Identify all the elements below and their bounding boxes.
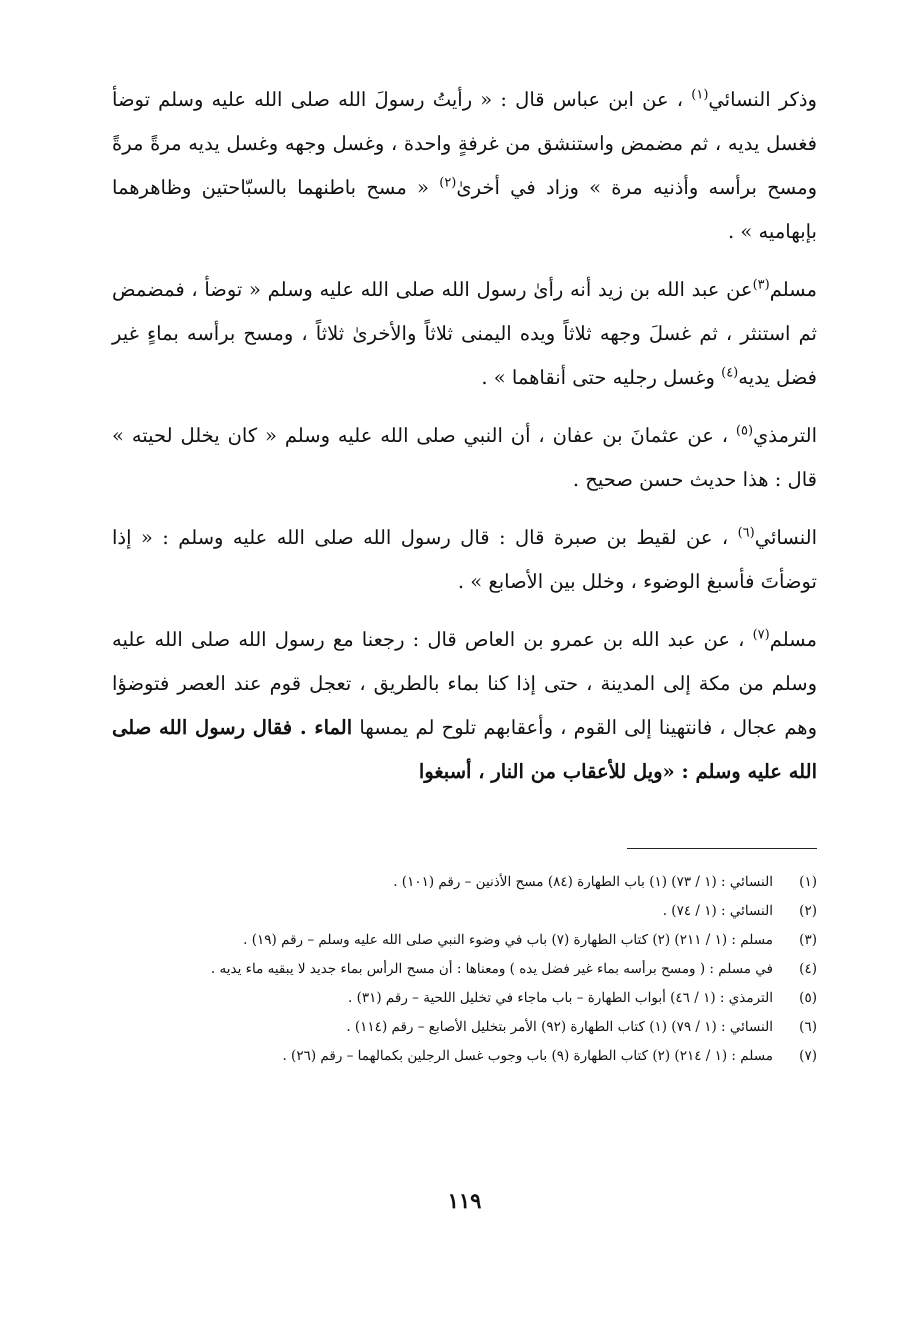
paragraph-5-bold-tail: الماء . فقال رسول الله صلى الله عليه وسلم : «ويل للأعقاب من النار ، أسبغوا [112, 716, 817, 783]
footnote-ref-5: (٥) [735, 423, 754, 439]
footnote-text: النسائي : (١ / ٧٤) . [662, 903, 773, 919]
paragraph-5-lead: مسلم [769, 628, 817, 651]
paragraph-3-text: ، عن عثمانَ بن عفان ، أن النبي صلى الله عليه وسلم « كان يخلل لحيته » قال : هذا حديث حسن صحيح . [112, 424, 817, 491]
paragraph-2-tail: وغسل رجليه حتى أنقاهما » . [481, 366, 715, 389]
paragraph-1-lead: وذكر النسائي [708, 88, 817, 111]
footnote-item [112, 928, 817, 953]
footnotes [112, 870, 817, 1073]
paragraph-5-text: ، عن عبد الله بن عمرو بن العاص قال : رجعنا مع رسول الله صلى الله عليه وسلم من مكة إلى المدينة ، حتى إذا كنا بماء بالطريق ، تعجل قوم عند العصر فتوضؤا وهم عجال ، فانتهينا إلى القوم ، وأعقابهم تلوح لم يمسها [112, 628, 818, 739]
footnote-item [112, 899, 817, 924]
footnote-ref-6: (٦) [737, 525, 755, 541]
footnote-text: مسلم : (١ / ٢١٤) (٢) كتاب الطهارة (٩) باب وجوب غسل الرجلين بكمالهما – رقم (٢٦) . [282, 1048, 773, 1064]
footnote-number: (٧) [799, 1048, 817, 1064]
paragraph-1-text: ، عن ابن عباس قال : « رأيتُ رسولَ الله صلى الله عليه وسلم توضأ فغسل يديه ، ثم مضمض واستنشق من غرفةٍ واحدة ، وغسل وجهه وغسل يديه مرةً مرةً ومسح برأسه وأذنيه مرة » وزاد في أخرىٰ [112, 88, 818, 199]
footnote-number: (١) [799, 874, 817, 890]
paragraph-3 [112, 414, 817, 502]
footnote-ref-7: (٧) [752, 627, 770, 643]
footnote-number: (٥) [799, 990, 817, 1006]
footnote-ref-4: (٤) [721, 365, 739, 381]
paragraph-3-lead: الترمذي [753, 424, 817, 447]
footnote-number: (٢) [799, 903, 817, 919]
footnote-ref-3: (٣) [752, 277, 770, 293]
footnote-number: (٤) [799, 961, 817, 977]
paragraph-5 [112, 618, 817, 794]
footnote-text: الترمذي : (١ / ٤٦) أبواب الطهارة – باب ماجاء في تخليل اللحية – رقم (٣١) . [347, 990, 773, 1006]
footnote-text: النسائي : (١ / ٧٣) (١) باب الطهارة (٨٤) مسح الأذنين – رقم (١٠١) . [393, 874, 773, 890]
footnote-number: (٣) [799, 932, 817, 948]
footnote-divider [627, 848, 817, 849]
footnote-text: مسلم : (١ / ٢١١) (٢) كتاب الطهارة (٧) باب في وضوء النبي صلى الله عليه وسلم – رقم (١٩) . [243, 932, 773, 948]
footnote-item [112, 957, 817, 982]
paragraph-2 [112, 268, 817, 400]
footnote-item [112, 1015, 817, 1040]
paragraph-4-lead: النسائي [754, 526, 817, 549]
footnote-text: في مسلم : ( ومسح برأسه بماء غير فضل يده ) ومعناها : أن مسح الرأس بماء جديد لا يبقيه ماء يديه . [210, 961, 773, 977]
footnote-ref-1: (١) [691, 87, 709, 103]
paragraph-1 [112, 78, 817, 254]
page-body [112, 78, 817, 1318]
page-number: ١١٩ [447, 1188, 482, 1213]
footnote-ref-2: (٢) [439, 175, 457, 191]
paragraph-4-text: ، عن لقيط بن صبرة قال : قال رسول الله صلى الله عليه وسلم : « إذا توضأتَ فأسبغ الوضوء ، وخلل بين الأصابع » . [112, 526, 817, 593]
footnote-number: (٦) [799, 1019, 817, 1035]
footnote-item [112, 986, 817, 1011]
footnote-item [112, 1044, 817, 1069]
footnote-item [112, 870, 817, 895]
paragraph-2-text: عن عبد الله بن زيد أنه رأىٰ رسول الله صلى الله عليه وسلم « توضأ ، فمضمض ثم استنثر ، ثم غسلَ وجهه ثلاثاً ويده اليمنى ثلاثاً والأخرىٰ ثلاثاً ، ومسح برأسه بماءٍ غير فضل يديه [112, 278, 817, 389]
paragraph-2-lead: مسلم [769, 278, 817, 301]
paragraph-4 [112, 516, 817, 604]
footnote-text: النسائي : (١ / ٧٩) (١) كتاب الطهارة (٩٢) الأمر بتخليل الأصابع – رقم (١١٤) . [346, 1019, 773, 1035]
paragraph-1-tail: « مسح باطنهما بالسبّاحتين وظاهرهما بإبهاميه » . [112, 176, 817, 243]
